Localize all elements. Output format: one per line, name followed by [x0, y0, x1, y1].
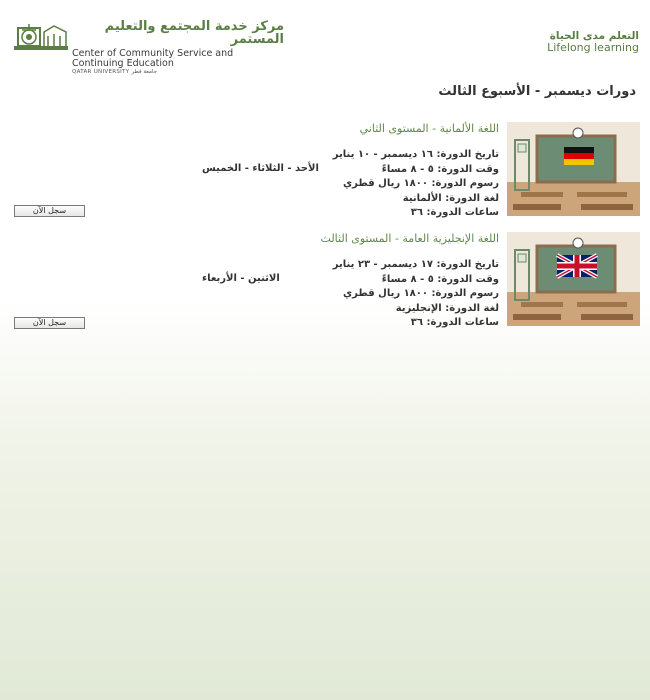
course-language: لغة الدورة: الإنجليزية — [395, 302, 499, 314]
logo-emblem-icon — [14, 20, 68, 56]
lifelong-arabic: التعلم مدى الحياة — [549, 30, 639, 42]
lifelong-english: Lifelong learning — [547, 41, 639, 55]
course-hours: ساعات الدورة: ٣٦ — [410, 207, 499, 219]
course-hours: ساعات الدورة: ٣٦ — [410, 317, 499, 329]
course-english — [0, 232, 650, 332]
course-details — [333, 258, 499, 331]
course-date: تاريخ الدورة: ١٦ ديسمبر - ١٠ يناير — [332, 149, 499, 160]
course-fee: رسوم الدورة: ١٨٠٠ ريال قطري — [342, 178, 499, 190]
course-date: تاريخ الدورة: ١٧ ديسمبر - ٢٣ يناير — [332, 259, 499, 270]
page-title: دورات ديسمبر - الأسبوع الثالث — [438, 84, 636, 99]
center-logo[interactable] — [14, 20, 284, 76]
lifelong-learning-logo — [547, 30, 639, 55]
course-german — [0, 122, 650, 222]
classroom-uk-flag-icon[interactable] — [507, 232, 640, 326]
course-title[interactable]: اللغة الإنجليزية العامة - المستوى الثالث — [320, 232, 499, 245]
course-time: وقت الدورة: ٥ - ٨ مساءً — [381, 163, 499, 175]
course-title[interactable]: اللغة الألمانية - المستوى الثاني — [359, 122, 499, 135]
course-days: الاثنين - الأربعاء — [202, 273, 280, 284]
course-days: الأحد - الثلاثاء - الخميس — [202, 163, 319, 174]
register-button[interactable]: سجل الآن — [14, 205, 85, 217]
logo-university-text: QATAR UNIVERSITY جامعة قطر — [72, 69, 157, 75]
register-button[interactable]: سجل الآن — [14, 317, 85, 329]
course-time: وقت الدورة: ٥ - ٨ مساءً — [381, 273, 499, 285]
course-language: لغة الدورة: الألمانية — [402, 192, 499, 204]
course-details — [333, 148, 499, 221]
course-fee: رسوم الدورة: ١٨٠٠ ريال قطري — [342, 288, 499, 300]
logo-english-text: Center of Community Service and Continuing Education — [72, 48, 234, 69]
classroom-germany-flag-icon[interactable] — [507, 122, 640, 216]
logo-arabic-text: مركز خدمة المجتمع والتعليم المستمر — [104, 19, 284, 47]
